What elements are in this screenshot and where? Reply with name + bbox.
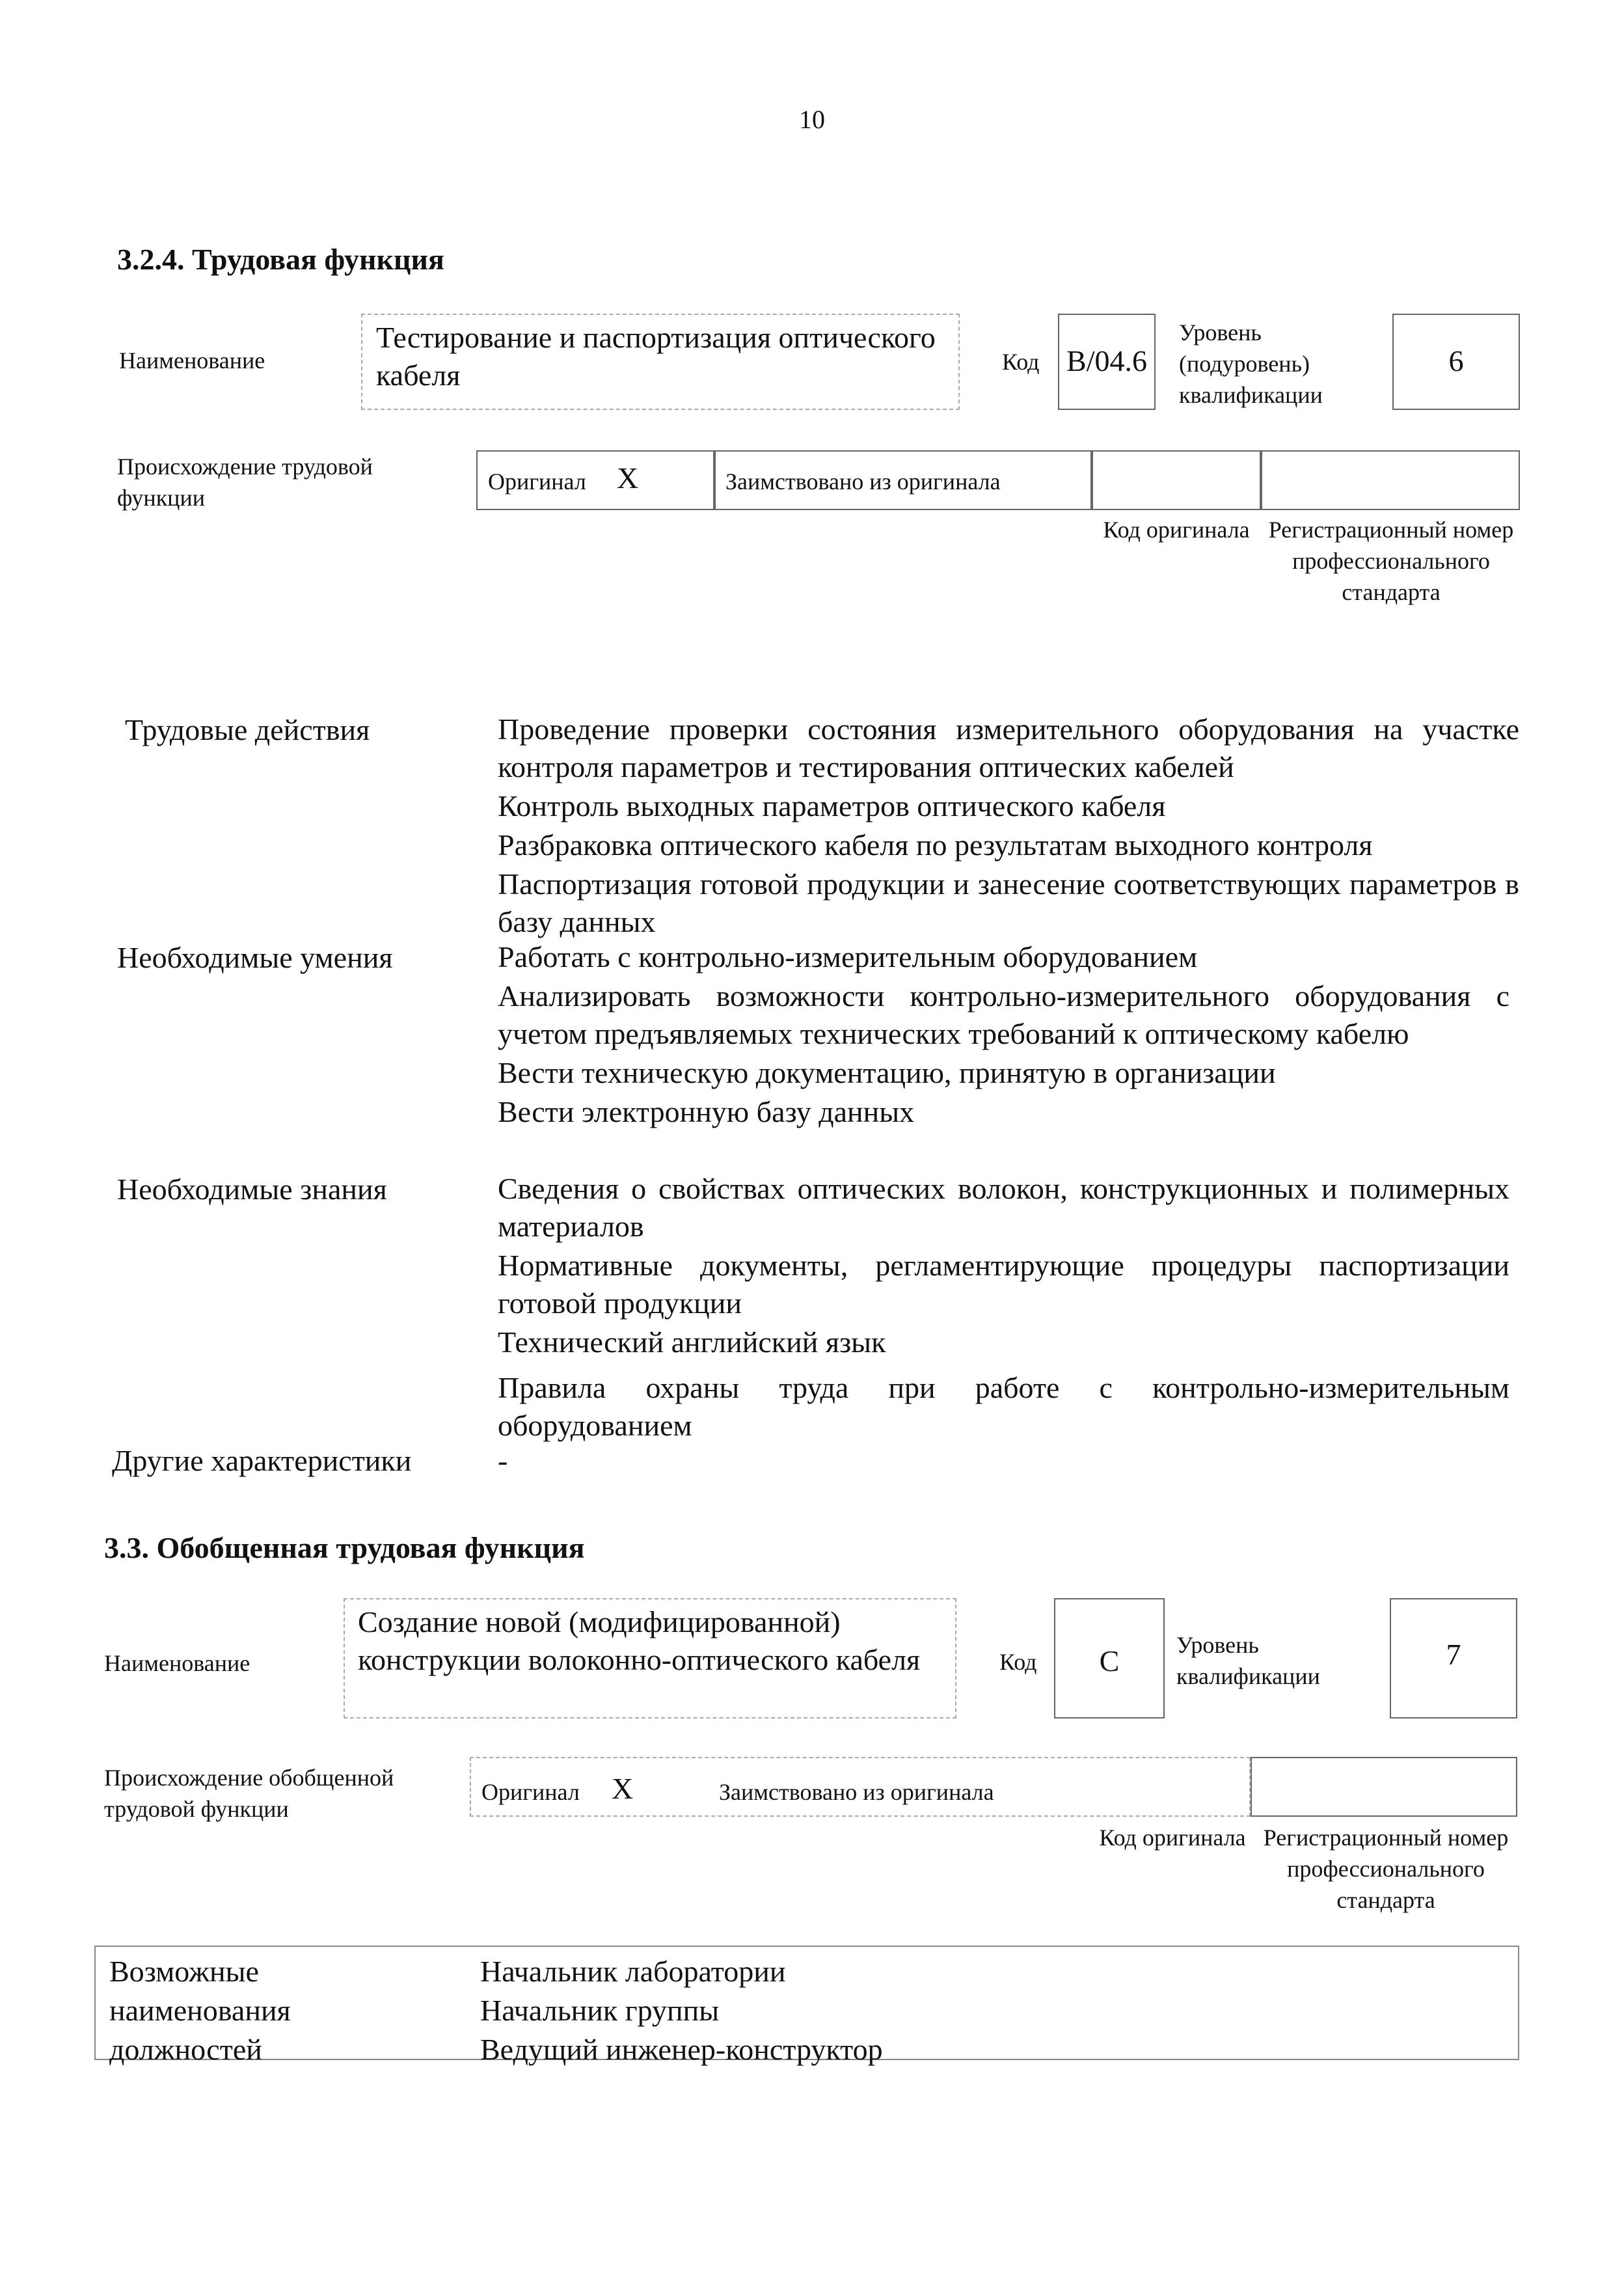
skills-label: Необходимые умения <box>117 941 393 974</box>
page-number: 10 <box>799 105 825 134</box>
name-value: Тестирование и паспортизация оптического кабеля <box>376 321 936 392</box>
skills-list <box>498 938 1509 1132</box>
reg-number-box <box>1251 1757 1517 1817</box>
knowledge-item: Сведения о свойствах оптических волокон, конструкционных и полимерных материалов <box>498 1172 1509 1243</box>
other-label: Другие характеристики <box>112 1444 412 1477</box>
skill-item: Работать с контрольно-измерительным оборудованием <box>498 940 1198 973</box>
code-original-label: Код оригинала <box>1099 1825 1246 1851</box>
name-label: Наименование <box>104 1650 250 1676</box>
original-mark: X <box>612 1772 634 1805</box>
code-original-label: Код оригинала <box>1103 517 1250 543</box>
positions-label: Возможные наименования должностей <box>109 1955 291 2066</box>
knowledge-item: Технический английский язык <box>498 1325 886 1359</box>
action-item: Контроль выходных параметров оптического кабеля <box>498 789 1166 822</box>
action-item: Разбраковка оптического кабеля по результатам выходного контроля <box>498 828 1373 862</box>
code-original-box <box>1092 450 1261 510</box>
borrowed-label: Заимствовано из оригинала <box>719 1779 994 1805</box>
position-item: Начальник группы <box>480 1994 720 2027</box>
actions-label: Трудовые действия <box>125 713 370 746</box>
original-mark: X <box>617 461 639 495</box>
actions-list <box>498 711 1519 942</box>
knowledge-list <box>498 1170 1509 1446</box>
knowledge-item: Правила охраны труда при работе с контрольно-измерительным оборудованием <box>498 1371 1509 1442</box>
code-value: C <box>1099 1644 1120 1678</box>
section-heading-3-3: 3.3. Обобщенная трудовая функция <box>104 1531 585 1564</box>
action-item: Проведение проверки состояния измерительного оборудования на участке контроля параметров и тестирования оптических кабелей <box>498 713 1519 783</box>
borrowed-label: Заимствовано из оригинала <box>725 469 1001 495</box>
code-label: Код <box>999 1649 1037 1675</box>
origin-label: Происхождение трудовой функции <box>117 454 373 511</box>
reg-number-label: Регистрационный номер профессионального стандарта <box>1268 517 1514 605</box>
skill-item: Вести техническую документацию, принятую в организации <box>498 1056 1276 1089</box>
level-value: 6 <box>1448 344 1464 377</box>
code-label: Код <box>1002 349 1040 375</box>
positions-list <box>480 1952 1495 2069</box>
knowledge-label: Необходимые знания <box>117 1173 387 1206</box>
position-item: Ведущий инженер-конструктор <box>480 2033 883 2066</box>
knowledge-item: Нормативные документы, регламентирующие процедуры паспортизации готовой продукции <box>498 1249 1509 1320</box>
section-heading-3-2-4: 3.2.4. Трудовая функция <box>117 243 444 276</box>
level-label: Уровень (подуровень) квалификации <box>1179 319 1323 408</box>
skill-item: Анализировать возможности контрольно-измерительного оборудования с учетом предъявляемых технических требований к оптическому кабелю <box>498 979 1509 1050</box>
code-value: B/04.6 <box>1066 344 1147 377</box>
other-value: - <box>498 1444 508 1477</box>
skill-item: Вести электронную базу данных <box>498 1095 915 1128</box>
reg-number-box <box>1261 450 1520 510</box>
original-label: Оригинал <box>481 1779 580 1805</box>
level-value: 7 <box>1446 1638 1461 1671</box>
level-label: Уровень квалификации <box>1176 1632 1320 1689</box>
name-value: Создание новой (модифицированной) конструкции волоконно-оптического кабеля <box>358 1605 921 1676</box>
position-item: Начальник лаборатории <box>480 1955 786 1988</box>
origin-label: Происхождение обобщенной трудовой функции <box>104 1765 394 1822</box>
reg-number-label: Регистрационный номер профессионального стандарта <box>1263 1825 1509 1913</box>
action-item: Паспортизация готовой продукции и занесение соответствующих параметров в базу данных <box>498 867 1519 938</box>
name-label: Наименование <box>119 347 265 374</box>
original-label: Оригинал <box>488 469 586 495</box>
